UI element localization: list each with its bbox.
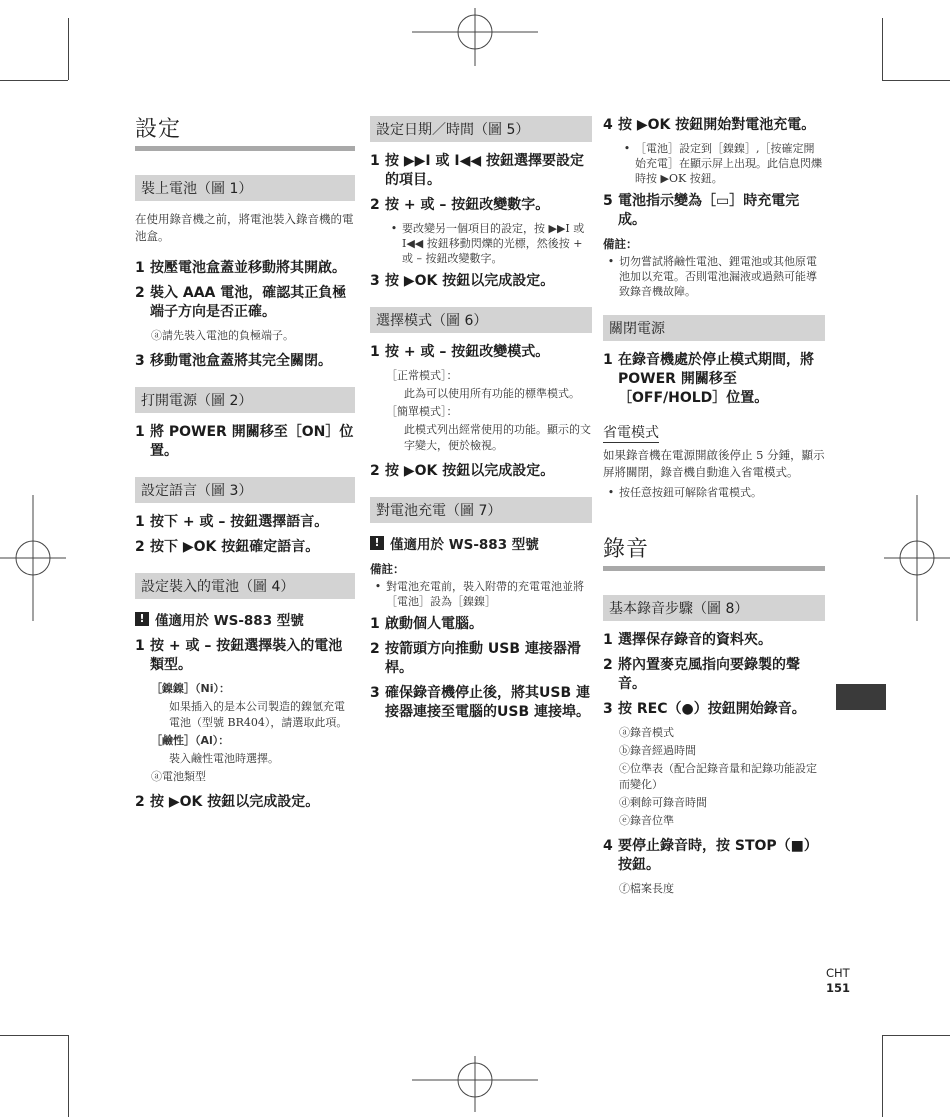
registration-mark-top [412, 0, 538, 70]
crop-mark [882, 18, 883, 80]
step-text: 要停止錄音時，按 STOP（■）按鈕。 [618, 838, 818, 873]
callout-c: ⓒ位準表（配合記錄音量和記錄功能設定而變化） [619, 762, 817, 791]
registration-mark-left [0, 495, 70, 621]
step-number: 4 [603, 117, 613, 133]
step-number: 3 [370, 685, 380, 701]
step-text: 按箭頭方向推動 USB 連接器滑桿。 [385, 641, 581, 676]
step [603, 116, 825, 135]
step [135, 513, 355, 532]
bullet-text: 切勿嘗試將鹼性電池、鋰電池或其他原電池加以充電。否則電池漏液或過熱可能導致錄音機故障。 [619, 255, 817, 298]
option-normal-desc: 此為可以使用所有功能的標準模式。 [404, 387, 580, 400]
page-number: 151 [826, 981, 851, 995]
exclamation-icon: ! [135, 612, 149, 626]
step-text: 按 + 或 – 按鈕選擇裝入的電池類型。 [150, 638, 343, 673]
step-number: 1 [135, 514, 145, 530]
model-note-text: 僅適用於 WS-883 型號 [155, 613, 304, 629]
callout-a: ⓐ電池類型 [151, 770, 206, 783]
model-note-text: 僅適用於 WS-883 型號 [390, 537, 539, 553]
bullet-item: • 切勿嘗試將鹼性電池、鋰電池或其他原電池加以充電。否則電池漏液或過熱可能導致錄音機故障。 [603, 254, 825, 299]
step [370, 462, 592, 481]
step-text: 裝入 AAA 電池，確認其正負極端子方向是否正確。 [150, 285, 347, 320]
bullet-text: ［電池］設定到［鎳鎳］,［按確定開始充電］在顯示屏上出現。此信息閃爍時按 ▶OK 按鈕。 [635, 142, 822, 185]
step [135, 423, 355, 461]
model-note [370, 533, 592, 553]
step-text: 在錄音機處於停止模式期間，將 POWER 開關移至［OFF/HOLD］位置。 [618, 352, 814, 406]
heading-charge-battery: 對電池充電（圖 7） [370, 497, 592, 523]
option-simple-label: ［簡單模式］： [386, 405, 458, 418]
power-save-heading: 省電模式 [603, 422, 659, 443]
step-text: 按 ▶▶I 或 I◀◀ 按鈕選擇要設定的項目。 [385, 153, 584, 188]
step-number: 1 [603, 352, 613, 368]
bullet-text: 要改變另一個項目的設定，按 ▶▶I 或 I◀◀ 按鈕移動閃爍的光標，然後按 + 或 – 按鈕改變數字。 [402, 222, 585, 265]
note-heading: 備註： [370, 562, 405, 576]
chapter-tab [836, 684, 886, 710]
step [135, 352, 355, 371]
step-text: 按 + 或 – 按鈕改變數字。 [385, 197, 550, 213]
bullet-text: 對電池充電前，裝入附帶的充電電池並將［電池］設為［鎳鎳］ [386, 580, 584, 608]
step-text: 確保錄音機停止後，將其USB 連接器連接至電腦的USB 連接埠。 [385, 685, 590, 720]
crop-mark [68, 1035, 69, 1117]
step [370, 196, 592, 215]
step-number: 5 [603, 193, 613, 209]
step [370, 343, 592, 362]
step-text: 按壓電池盒蓋並移動將其開啟。 [150, 260, 346, 276]
step-number: 2 [370, 197, 380, 213]
step-number: 2 [135, 794, 145, 810]
option-nimh-label: ［鎳鎳］（Ni）： [151, 682, 230, 695]
step [370, 615, 592, 634]
callout-d: ⓓ剩餘可錄音時間 [619, 796, 707, 809]
step-number: 2 [603, 657, 613, 673]
step-number: 1 [135, 424, 145, 440]
step-text: 將 POWER 開關移至［ON］位置。 [150, 424, 354, 459]
step [370, 640, 592, 678]
crop-mark [882, 1035, 883, 1117]
option-alkaline-label: ［鹼性］（Al）： [151, 734, 230, 747]
step-text: 按 ▶OK 按鈕以完成設定。 [150, 794, 320, 810]
step [603, 631, 825, 650]
option-alkaline-desc: 裝入鹼性電池時選擇。 [169, 752, 279, 765]
callout-f: ⓕ檔案長度 [619, 882, 674, 895]
bullet-item: • 要改變另一個項目的設定，按 ▶▶I 或 I◀◀ 按鈕移動閃爍的光標，然後按 + 或 – 按鈕改變數字。 [386, 221, 592, 266]
callout-a: ⓐ錄音模式 [619, 726, 674, 739]
step [370, 152, 592, 190]
step-text: 按 ▶OK 按鈕以完成設定。 [385, 273, 555, 289]
step [370, 684, 592, 722]
heading-insert-battery: 裝上電池（圖 1） [135, 175, 355, 201]
heading-basic-recording: 基本錄音步驟（圖 8） [603, 595, 825, 621]
callout-b: ⓑ錄音經過時間 [619, 744, 696, 757]
exclamation-icon: ! [370, 536, 384, 550]
section-title-recording: 錄音 [603, 532, 825, 571]
step-number: 3 [603, 701, 613, 717]
crop-mark [68, 18, 69, 80]
step-text: 按 ▶OK 按鈕開始對電池充電。 [618, 117, 816, 133]
registration-mark-bottom [412, 1052, 538, 1117]
heading-date-time: 設定日期／時間（圖 5） [370, 116, 592, 142]
step-number: 2 [370, 641, 380, 657]
battery-intro: 在使用錄音機之前，將電池裝入錄音機的電池盒。 [135, 212, 354, 243]
step-text: 選擇保存錄音的資料夾。 [618, 632, 772, 648]
crop-mark [882, 1035, 950, 1036]
step-text: 按下 + 或 – 按鈕選擇語言。 [150, 514, 329, 530]
step [603, 351, 825, 408]
step [603, 837, 825, 875]
step-number: 1 [135, 260, 145, 276]
callout-e: ⓔ錄音位準 [619, 814, 674, 827]
step-text: 將內置麥克風指向要錄製的聲音。 [618, 657, 800, 692]
column-middle [370, 116, 592, 728]
step-number: 2 [135, 539, 145, 555]
step [135, 793, 355, 812]
heading-power-on: 打開電源（圖 2） [135, 387, 355, 413]
step-text: 按 + 或 – 按鈕改變模式。 [385, 344, 550, 360]
bullet-item: • 按任意按鈕可解除省電模式。 [603, 485, 825, 500]
heading-power-off: 關閉電源 [603, 315, 825, 341]
step-number: 1 [370, 616, 380, 632]
section-title-settings: 設定 [135, 112, 355, 151]
step-text: 啟動個人電腦。 [385, 616, 483, 632]
crop-mark [0, 1035, 68, 1036]
bullet-item: • 對電池充電前，裝入附帶的充電電池並將［電池］設為［鎳鎳］ [370, 579, 592, 609]
step-number: 2 [370, 463, 380, 479]
heading-battery-type: 設定裝入的電池（圖 4） [135, 573, 355, 599]
step-number: 2 [135, 285, 145, 301]
step [135, 284, 355, 322]
step-number: 3 [370, 273, 380, 289]
step-text: 電池指示變為［▭］時充電完成。 [618, 193, 800, 228]
step [603, 192, 825, 230]
callout-a: ⓐ請先裝入電池的負極端子。 [151, 329, 294, 342]
step-number: 1 [603, 632, 613, 648]
step [603, 656, 825, 694]
step [135, 259, 355, 278]
step-number: 3 [135, 353, 145, 369]
step-number: 1 [370, 344, 380, 360]
note-heading: 備註： [603, 237, 638, 251]
step-number: 1 [135, 638, 145, 654]
column-right [603, 116, 825, 899]
model-note [135, 609, 355, 629]
step-text: 移動電池盒蓋將其完全關閉。 [150, 353, 332, 369]
heading-language: 設定語言（圖 3） [135, 477, 355, 503]
language-code: CHT [826, 966, 850, 980]
step [135, 538, 355, 557]
step [135, 637, 355, 675]
page-footer [826, 966, 850, 996]
heading-select-mode: 選擇模式（圖 6） [370, 307, 592, 333]
step-text: 按 ▶OK 按鈕以完成設定。 [385, 463, 555, 479]
option-normal-label: ［正常模式］： [386, 369, 458, 382]
step-text: 按下 ▶OK 按鈕確定語言。 [150, 539, 320, 555]
step [603, 700, 825, 719]
power-save-desc: 如果錄音機在電源開啟後停止 5 分鍾，顯示屏將關閉，錄音機自動進入省電模式。 [603, 448, 825, 479]
crop-mark [882, 80, 950, 81]
step [370, 272, 592, 291]
bullet-item: • ［電池］設定到［鎳鎳］,［按確定開始充電］在顯示屏上出現。此信息閃爍時按 ▶OK 按鈕。 [619, 141, 825, 186]
step-number: 4 [603, 838, 613, 854]
registration-mark-right [880, 495, 950, 621]
step-number: 1 [370, 153, 380, 169]
bullet-text: 按任意按鈕可解除省電模式。 [619, 486, 762, 499]
option-simple-desc: 此模式列出經常使用的功能。顯示的文字變大，便於檢視。 [404, 423, 591, 452]
option-nimh-desc: 如果插入的是本公司製造的鎳氫充電電池（型號 BR404），請選取此項。 [169, 700, 348, 729]
step-text: 按 REC（●）按鈕開始錄音。 [618, 701, 806, 717]
crop-mark [0, 80, 68, 81]
column-left [135, 112, 355, 818]
